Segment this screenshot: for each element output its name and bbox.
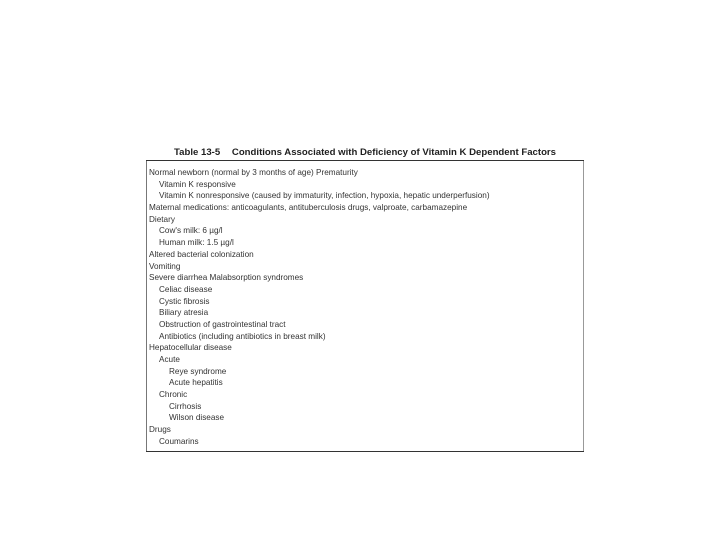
table-row: Human milk: 1.5 µg/l: [159, 238, 234, 248]
table-row: Normal newborn (normal by 3 months of age) Prematurity: [149, 168, 358, 177]
table-row: Cow's milk: 6 µg/l: [159, 226, 223, 236]
table-row: Obstruction of gastrointestinal tract: [159, 319, 286, 329]
table-row: Acute hepatitis: [169, 378, 223, 388]
table-row: Dietary: [149, 214, 175, 224]
table-row: Acute: [159, 355, 180, 364]
table-row: Vomiting: [149, 261, 181, 271]
table-row: Wilson disease: [169, 413, 225, 423]
table-rows: [146, 161, 584, 448]
table-figure: [146, 146, 584, 452]
table-row: Biliary atresia: [159, 308, 209, 318]
table-row: Altered bacterial colonization: [149, 249, 254, 259]
table-row: Cirrhosis: [169, 401, 202, 411]
table-row: Celiac disease: [159, 284, 213, 294]
table-caption: [174, 146, 584, 160]
table-body: [146, 160, 584, 452]
table-row: Vitamin K responsive: [159, 179, 236, 189]
table-row: Reye syndrome: [169, 366, 227, 376]
table-number: Table 13-5: [174, 147, 221, 158]
table-row: Chronic: [159, 390, 188, 400]
table-row: Antibiotics (including antibiotics in breast milk): [159, 331, 326, 341]
table-row: Severe diarrhea Malabsorption syndromes: [149, 273, 304, 283]
table-row: Hepatocellular disease: [149, 343, 232, 353]
table-title: Conditions Associated with Deficiency of Vitamin K Dependent Factors: [231, 147, 556, 158]
table-row: Cystic fibrosis: [159, 296, 210, 306]
table-row: Coumarins: [159, 436, 199, 446]
table-row: Vitamin K nonresponsive (caused by immaturity, infection, hypoxia, hepatic underperfusion): [159, 191, 490, 201]
table-row: Drugs: [149, 425, 171, 435]
table-row: Maternal medications: anticoagulants, antituberculosis drugs, valproate, carbamazepine: [149, 203, 468, 213]
